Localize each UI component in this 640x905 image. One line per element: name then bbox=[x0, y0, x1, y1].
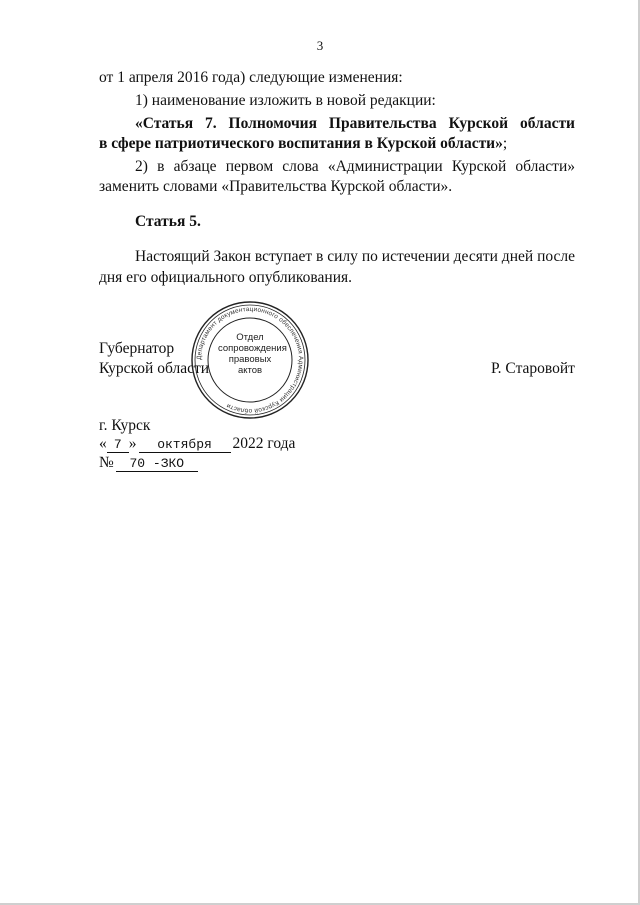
stamp-line-1: Отдел bbox=[236, 332, 264, 343]
date-year: 2022 года bbox=[232, 435, 296, 452]
stamp-line-4: актов bbox=[237, 365, 263, 376]
governor-title-line-1: Губернатор bbox=[99, 340, 175, 357]
amendment-item-1: 1) наименование изложить в новой редакции: bbox=[135, 92, 436, 109]
date-month: октября bbox=[139, 437, 231, 453]
stamp-ring-text: Департамент документационного обеспечения Администрации Курской области bbox=[195, 305, 305, 415]
article-5-heading: Статья 5. bbox=[135, 213, 201, 230]
stamp-line-3: правовых bbox=[228, 354, 272, 365]
new-title-line-2-tail: ; bbox=[502, 135, 508, 152]
stamp-center-text bbox=[218, 332, 287, 376]
new-title-line-1: «Статья 7. Полномочия Правительства Курской области bbox=[135, 115, 575, 132]
official-stamp bbox=[188, 298, 312, 422]
amendment-item-2-line-2: заменить словами «Правительства Курской области». bbox=[99, 178, 453, 195]
stamp-line-2: сопровождения bbox=[218, 343, 287, 354]
law-effect-line-2: дня его официального опубликования. bbox=[99, 269, 353, 286]
page-number: 3 bbox=[316, 38, 324, 53]
governor-title-line-2: Курской области bbox=[99, 360, 210, 377]
governor-name: Р. Старовойт bbox=[491, 360, 575, 377]
amendment-item-2-line-1: 2) в абзаце первом слова «Администрации Курской области» bbox=[135, 158, 575, 175]
date-day: 7 bbox=[107, 437, 129, 453]
number-value: 70 -ЗКО bbox=[116, 456, 198, 472]
number-prefix: № bbox=[99, 454, 114, 471]
law-effect-line-1: Настоящий Закон вступает в силу по истечении десяти дней после bbox=[135, 248, 575, 265]
new-title-line-2-bold: в сфере патриотического воспитания в Курской области» bbox=[99, 135, 503, 152]
new-title-line-2 bbox=[99, 134, 507, 154]
place-of-signing: г. Курск bbox=[99, 417, 151, 434]
law-number bbox=[99, 453, 198, 473]
signing-date bbox=[99, 434, 295, 454]
intro-line: от 1 апреля 2016 года) следующие изменения: bbox=[99, 69, 403, 86]
date-close-quote: » bbox=[128, 435, 137, 452]
date-open-quote: « bbox=[99, 435, 107, 452]
